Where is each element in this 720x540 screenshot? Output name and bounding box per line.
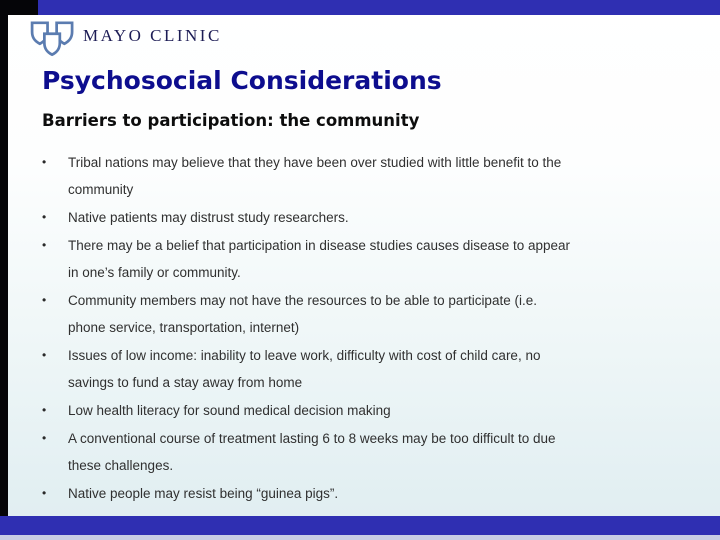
bullet-item [42,287,682,341]
bullet-item [42,204,682,231]
logo-wordmark: MAYO CLINIC [83,26,222,45]
slide-title: Psychosocial Considerations [42,66,442,95]
bullet-item [42,342,682,396]
bullet-icon: • [42,431,47,445]
top-blue-bar [38,0,720,15]
bullet-item [42,480,682,507]
bullet-text: Issues of low income: inability to leave work, difficulty with cost of child care, no savings to fund a stay away from home [68,348,541,390]
bullet-item [42,232,682,286]
bullet-item [42,397,682,424]
top-left-black-corner [0,0,38,15]
bullet-icon: • [42,210,47,224]
bullet-icon: • [42,486,47,500]
bullet-item [42,149,682,203]
bullet-icon: • [42,155,47,169]
slide-subtitle: Barriers to participation: the community [42,111,420,130]
bullet-text: Low health literacy for sound medical decision making [68,403,391,418]
left-edge-bar [0,0,8,516]
bullet-text: Community members may not have the resources to be able to participate (i.e. phone service, transportation, internet) [68,293,537,335]
bullet-text: Native people may resist being “guinea pigs”. [68,486,339,501]
mayo-clinic-logo [30,21,222,61]
bullet-icon: • [42,293,47,307]
bullet-item [42,425,682,479]
bullet-icon: • [42,238,47,252]
bullet-text: Native patients may distrust study researchers. [68,210,349,225]
bottom-blue-bar [0,516,720,535]
bullet-text: There may be a belief that participation in disease studies causes disease to appear in one’s family or community. [68,238,571,280]
bottom-gray-strip [0,535,720,540]
bullet-text: Tribal nations may believe that they have been over studied with little benefit to the community [68,155,562,197]
bullet-icon: • [42,403,47,417]
bullet-icon: • [42,348,47,362]
bullet-text: A conventional course of treatment lasting 6 to 8 weeks may be too difficult to due these challenges. [68,431,556,473]
mayo-shields-icon [30,21,76,61]
bullet-list [42,149,682,508]
